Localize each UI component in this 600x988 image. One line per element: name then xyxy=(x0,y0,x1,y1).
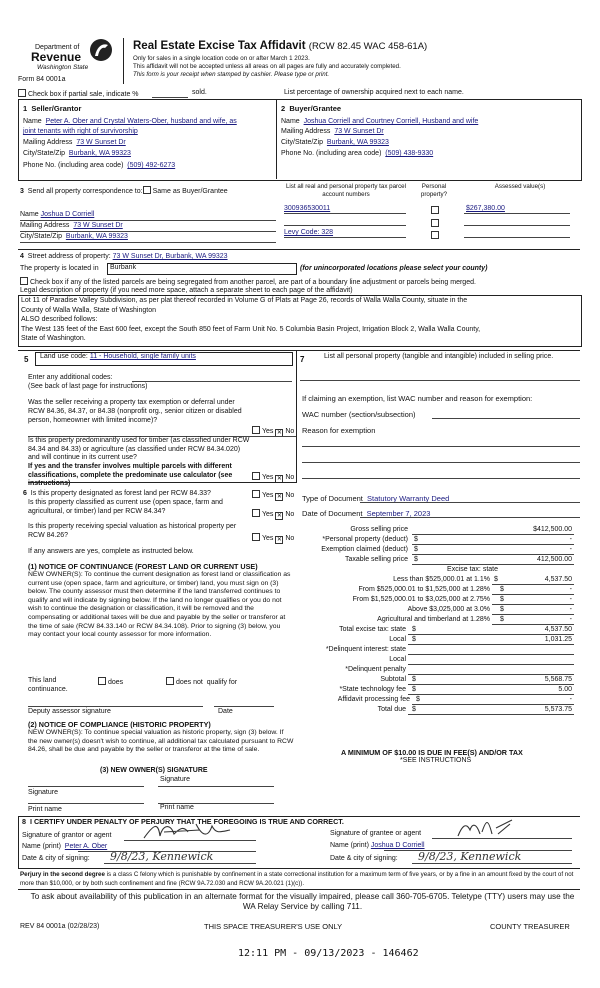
parcel-col-header: List all real and personal property tax parcel account numbers xyxy=(285,183,407,198)
notice-compliance-body: NEW OWNER(S): To continue special valuation as historic property, sign (3) below. If the new owner(s) doesn't wish to continue, all additional tax calculated pursuant to RCW 84.26, shall be due and payable by the seller or transferor at the time of sale. xyxy=(28,729,294,754)
s6-q1-yes-no[interactable]: Yes ✕ No xyxy=(252,490,294,501)
s6-q2-yes-no[interactable]: Yes ✕ No xyxy=(252,509,294,520)
notice-continuance-title: (1) NOTICE OF CONTINUANCE (FOREST LAND OR CURRENT USE) xyxy=(28,562,258,571)
grantor-date: Date & city of signing: xyxy=(22,855,90,862)
seller-heading: 1 Seller/Grantor xyxy=(23,104,82,113)
seller-phone: Phone No. (including area code) (509) 492-6273 xyxy=(23,162,176,169)
legal-line2: County of Walla Walla, State of Washington xyxy=(21,306,157,314)
buyer-name: Name Joshua Corriell and Courtney Corriell, Husband and wife xyxy=(281,118,479,125)
seller-name-cont: joint tenants with right of survivorship xyxy=(23,128,138,135)
legal-line1: Lot 11 of Paradise Valley Subdivision, as per plat thereof recorded in Volume G of Plats at Page 26, records of Walla Walla County, situate in the xyxy=(21,297,468,304)
checkbox-icon[interactable] xyxy=(143,186,151,194)
partial-sale-checkbox[interactable]: Check box if partial sale, indicate % xyxy=(18,89,139,98)
signature-label: Signature xyxy=(160,776,190,783)
agency-line1: Department of xyxy=(35,44,80,51)
does-checkbox[interactable]: does xyxy=(98,677,123,686)
header-note1: Only for sales in a single location code on or after March 1 2023. xyxy=(133,55,310,62)
levy-code: Levy Code: 328 xyxy=(284,229,334,236)
minimum-due: A MINIMUM OF $10.00 IS DUE IN FEE(S) AND/OR TAX xyxy=(341,748,523,757)
revenue-seal-icon xyxy=(89,38,113,62)
personal-property-list: List all personal property (tangible and intangible) included in selling price. xyxy=(324,353,554,360)
personal-property-checkbox[interactable] xyxy=(431,231,439,239)
handwritten-signature-icon xyxy=(140,820,250,844)
exemption-instruction: If claiming an exemption, list WAC number and reason for exemption: xyxy=(302,394,533,403)
q1-yes-no[interactable]: Yes ✕ No xyxy=(252,426,294,437)
signature-label: Signature xyxy=(28,789,58,796)
s6-q3-yes-no[interactable]: Yes ✕ No xyxy=(252,533,294,544)
header-note2: This affidavit will not be accepted unless all areas on all pages are fully and accurately completed. xyxy=(133,63,401,70)
does-not-checkbox[interactable]: does not qualify for xyxy=(166,677,237,686)
seller-name: Name Peter A. Ober and Crystal Waters-Ober, husband and wife, as xyxy=(23,118,237,125)
checkbox-icon xyxy=(18,89,26,97)
assessed-col-header: Assessed value(s) xyxy=(494,183,546,190)
any-yes-note: If any answers are yes, complete as instructed below. xyxy=(28,548,194,555)
located-note: (for unincorporated locations please select your county) xyxy=(300,265,488,272)
timber-question: Is this property predominantly used for timber (as classified under RCW 84.34 and 84.33) or agriculture (as classified under RCW 84.34.020) and will continue in its current use? xyxy=(28,437,250,461)
reason-exemption: Reason for exemption xyxy=(302,426,376,435)
personal-col-header: Personal property? xyxy=(420,183,448,198)
boundary-checkbox[interactable]: Check box if any of the listed parcels are being segregated from another parcel, are part of a boundary line adjustment or parcels being merged. xyxy=(20,277,476,286)
forest-question: 6 Is this property designated as forest land per RCW 84.33? xyxy=(23,490,211,497)
correspondence-address: Mailing Address 73 W Sunset Dr xyxy=(20,222,123,229)
revision-label: REV 84 0001a (02/28/23) xyxy=(20,923,100,930)
see-back: (See back of last page for instructions) xyxy=(28,383,148,390)
form-number: Form 84 0001a xyxy=(18,76,66,83)
grantee-date: Date & city of signing: xyxy=(330,855,398,862)
perjury-warning: Perjury in the second degree is a class C felony which is punishable by confinement in a state correctional institution for a maximum term of five years, or by a fine in an amount fixed by the court of not more than $10,000, or by both such confinement and fine (RCW 9A.72.030 and RCW 9A.20.021 (1)(c)). xyxy=(20,871,574,887)
county-treasurer-label: COUNTY TREASURER xyxy=(490,922,570,931)
q2-yes-no[interactable]: Yes ✕ No xyxy=(252,472,294,483)
treasurer-use-label: THIS SPACE TREASURER'S USE ONLY xyxy=(204,922,343,931)
buyer-address: Mailing Address 73 W Sunset Dr xyxy=(281,128,384,135)
deputy-signature: Deputy assessor signature xyxy=(28,708,111,715)
ownership-note: List percentage of ownership acquired next to each name. xyxy=(284,89,464,96)
land-use-label: 5 xyxy=(24,355,29,364)
personal-property-checkbox[interactable] xyxy=(431,206,439,214)
legal-line3: ALSO described follows: xyxy=(21,316,98,323)
document-date: Date of Document September 7, 2023 xyxy=(302,509,431,518)
buyer-city: City/State/Zip Burbank, WA 99323 xyxy=(281,139,389,146)
header-note3: This form is your receipt when stamped by cashier. Please type or print. xyxy=(133,71,330,78)
continuance-label: continuance. xyxy=(28,686,68,693)
agency-line3: Washington State xyxy=(37,64,89,71)
assessed-value: $267,380.00 xyxy=(466,205,505,212)
form-title: Real Estate Excise Tax Affidavit (RCW 82.45 WAC 458-61A) xyxy=(133,40,428,52)
grantee-signature[interactable] xyxy=(452,816,532,842)
legal-line4: The West 135 feet of the East 600 feet, except the South 850 feet of Farm Unit No. 5 Columbia Basin Project, Irrigation Block 2, Walla Walla County, xyxy=(21,325,481,333)
grantor-date-handwritten: 9/8/23, Kennewick xyxy=(110,850,214,863)
street-address: 4 Street address of property: 73 W Sunset Dr, Burbank, WA 99323 xyxy=(20,253,228,260)
this-land: This land xyxy=(28,677,57,684)
wac-number: WAC number (section/subsection) xyxy=(302,410,416,419)
seller-city: City/State/Zip Burbank, WA 99323 xyxy=(23,150,131,157)
receipt-stamp: 12:11 PM - 09/13/2023 - 146462 xyxy=(238,948,419,959)
historic-question: Is this property receiving special valuation as historical property per RCW 84.26? xyxy=(28,523,237,539)
notice-continuance-body: NEW OWNER(S): To continue the current designation as forest land or classification as current use (open space, farm and agriculture, or timber) land, you must sign on (3) below. The county assessor must then determine if the land transferred continues to qualify and will indicate by signing below. If the land no longer qualifies or you do not wish to continue the designation or classification, it will be removed and the compensating or additional taxes will be due and payable by the seller or transferor at the time of sale (RCW 84.33.140 or RCW 84.34.108). Prior to signing (3) below, you may contact your local county assessor for more information. xyxy=(28,571,291,639)
grantee-date-handwritten: 9/8/23, Kennewick xyxy=(418,850,522,863)
print-name-label: Print name xyxy=(160,804,194,811)
tax-calculation: Gross selling price $412,500.00 *Personal property (deduct) $ - Exemption claimed (deduct) $ - Taxable selling price $ 412,500.00 Excise tax: state Less than $525,000.01 at 1.1% $ 4,537.50 From $525,000.01 to $1,525,000 at 1.28% $ - From $1,525,000.01 to $3,025,000 at 2.75% $ - Above $3,025,000 at 3.0% $ - Agricultural and timberland at 1.28% $ - Total excise tax: state $ 4,537.50 Local $ 1,031.25 *Delinquent interest: state Local *Delinquent penalty Subtotal $ 5,568.75 *State technology fee $ 5.00 Affidavit processing fee $ - Total due $ 5,573.75 xyxy=(321,526,572,713)
legal-label: Legal description of property (if you need more space, attach a separate sheet to each page of the affidavit) xyxy=(20,287,353,294)
personal-property-checkbox[interactable] xyxy=(431,219,439,227)
grantor-signature[interactable] xyxy=(140,820,250,846)
document-type: Type of Document Statutory Warranty Deed xyxy=(302,494,450,503)
grantee-name: Name (print) Joshua D Corriell xyxy=(330,842,425,849)
see-instructions: *SEE INSTRUCTIONS xyxy=(400,757,472,764)
correspondence-city: City/State/Zip Burbank, WA 99323 xyxy=(20,233,128,240)
additional-codes: Enter any additional codes: xyxy=(28,374,113,381)
seller-address: Mailing Address 73 W Sunset Dr xyxy=(23,139,126,146)
legal-line5: State of Washington. xyxy=(21,335,86,342)
correspondence-heading: 3 Send all property correspondence to: Same as Buyer/Grantee xyxy=(20,188,228,195)
sold-label: sold. xyxy=(192,89,207,96)
print-name-label: Print name xyxy=(28,806,62,813)
location-select[interactable]: Burbank xyxy=(107,263,297,275)
grantor-name: Name (print) Peter A. Ober xyxy=(22,843,108,850)
located-in: The property is located in xyxy=(20,265,99,272)
certify-statement: 8 I CERTIFY UNDER PENALTY OF PERJURY THAT THE FOREGOING IS TRUE AND CORRECT. xyxy=(22,817,344,826)
current-use-question: Is this property classified as current use (open space, farm and agricultural, or timber) land per RCW 84.34? xyxy=(28,499,223,515)
buyer-phone: Phone No. (including area code) (509) 438-9330 xyxy=(281,150,434,157)
new-owner-signature-title: (3) NEW OWNER(S) SIGNATURE xyxy=(100,767,208,774)
checkbox-icon xyxy=(20,277,28,285)
parcel-number: 300936530011 xyxy=(284,205,331,212)
deputy-date: Date xyxy=(218,708,233,715)
land-use-box[interactable]: Land use code: 11 - Household, single family units xyxy=(35,352,293,366)
legal-description-box[interactable] xyxy=(18,295,582,347)
logo xyxy=(29,38,121,78)
exemption-question: Was the seller receiving a property tax exemption or deferral under RCW 84.36, 84.37, or 84.38 (nonprofit org., senior citizen or disabled person, homeowner with limited income)? xyxy=(28,399,242,424)
section7-number: 7 xyxy=(300,355,305,364)
grantee-signature-label: Signature of grantee or agent xyxy=(330,830,422,837)
agency-line2: Revenue xyxy=(31,50,82,64)
grantor-signature-label: Signature of grantor or agent xyxy=(22,832,112,839)
correspondence-name: Name Joshua D Corriell xyxy=(20,211,95,218)
handwritten-signature-icon xyxy=(452,816,532,840)
notice-compliance-title: (2) NOTICE OF COMPLIANCE (HISTORIC PROPERTY) xyxy=(28,720,211,729)
timber-question-bold: If yes and the transfer involves multiple parcels with different classifications, complete the predominate use calculator (see instructions) xyxy=(28,463,233,487)
buyer-heading: 2 Buyer/Grantee xyxy=(281,104,342,113)
alt-format-note: To ask about availability of this publication in an alternate format for the visually impaired, please call 360-705-6705. Teletype (TTY) users may use the WA Relay Service by calling 711. xyxy=(30,892,575,911)
